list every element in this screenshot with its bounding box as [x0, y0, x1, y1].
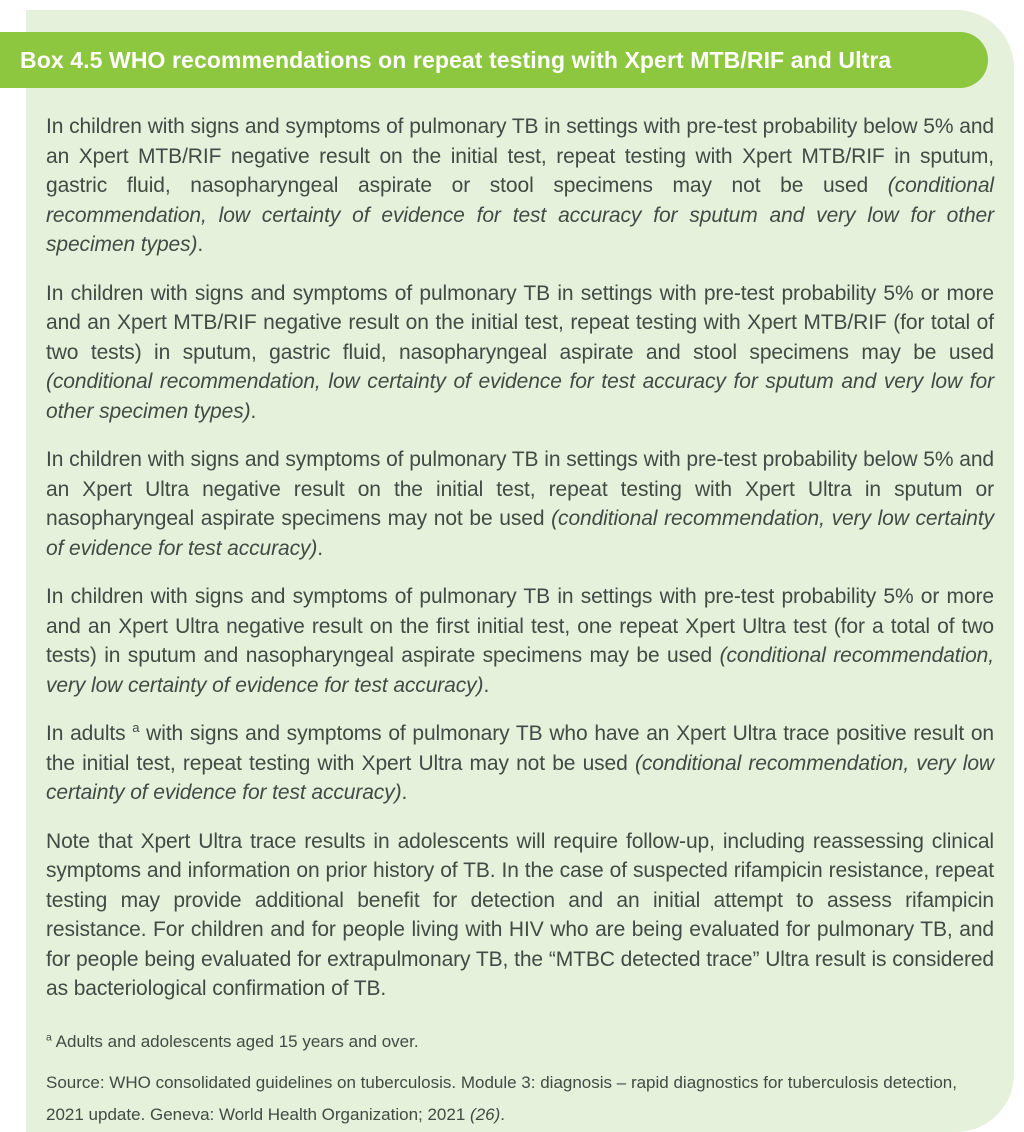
source-note: [46, 1067, 994, 1130]
paragraph: [46, 719, 994, 808]
text-run: Note that Xpert Ultra trace results in adolescents will require follow-up, including reassessing clinical symptoms and information on prior history of TB. In the case of suspected rifampicin resistance, repeat testing may provide additional benefit for detection and an initial attempt to assess rifampicin resistance. For children and for people living with HIV who are being evaluated for pulmonary TB, and for people being evaluated for extrapulmonary TB, the “MTBC detected trace” Ultra result is considered as bacteriological confirmation of TB.: [46, 829, 994, 1000]
text-run: In children with signs and symptoms of pulmonary TB in settings with pre-test probability below 5% and an Xpert MTB/RIF negative result on the initial test, repeat testing with Xpert MTB/RIF in sputum, gastric fluid, nasopharyngeal aspirate or stool specimens may not be used: [46, 115, 994, 197]
text-run: with signs and symptoms of pulmonary TB who have an Xpert Ultra trace positive result on the initial test, repeat testing with Xpert Ultra may not be used: [46, 722, 994, 775]
paragraph-list: [46, 112, 994, 1004]
text-run: (conditional recommendation, very low certainty of evidence for test accuracy): [46, 751, 995, 804]
text-run: Source: WHO consolidated guidelines on tuberculosis. Module 3: diagnosis – rapid diagnostics for tuberculosis detection, 2021 update. Geneva: World Health Organization; 2021: [46, 1073, 957, 1124]
paragraph: [46, 582, 994, 700]
paragraph: [46, 445, 994, 563]
text-run: .: [500, 1104, 505, 1124]
text-run: In children with signs and symptoms of pulmonary TB in settings with pre-test probability below 5% and an Xpert Ultra negative result on the initial test, repeat testing with Xpert Ultra in sputum or nasopharyngeal aspirate specimens may not be used: [46, 448, 994, 530]
text-run: .: [317, 536, 324, 560]
text-run: (conditional recommendation, very low certainty of evidence for test accuracy): [46, 507, 994, 560]
paragraph: [46, 112, 994, 260]
text-run: (conditional recommendation, low certainty of evidence for test accuracy for sputum and very low for other specimen types): [46, 174, 994, 256]
text-run: .: [483, 673, 490, 697]
text-run: a: [46, 1030, 52, 1043]
footnote: [46, 1030, 994, 1054]
text-run: Adults and adolescents aged 15 years and over.: [51, 1031, 419, 1051]
box-header: [0, 32, 988, 88]
text-run: (conditional recommendation, low certainty of evidence for test accuracy for sputum and very low for other specimen types): [46, 370, 994, 423]
paragraph: [46, 827, 994, 1004]
text-run: In children with signs and symptoms of pulmonary TB in settings with pre-test probability 5% or more and an Xpert MTB/RIF negative result on the initial test, repeat testing with Xpert MTB/RIF (for total of two tests) in sputum, gastric fluid, nasopharyngeal aspirate and stool specimens may be used: [46, 281, 994, 364]
text-run: .: [197, 233, 204, 256]
text-run: In adults: [46, 722, 133, 745]
text-run: (26): [470, 1104, 501, 1124]
text-run: .: [401, 781, 408, 804]
text-run: .: [250, 399, 257, 423]
recommendation-box: [26, 10, 1014, 1132]
text-run: In children with signs and symptoms of pulmonary TB in settings with pre-test probability 5% or more and an Xpert Ultra negative result on the first initial test, one repeat Xpert Ultra test (for a total of two tests) in sputum and nasopharyngeal aspirate specimens may be used: [46, 585, 994, 667]
text-run: (conditional recommendation, very low certainty of evidence for test accuracy): [46, 644, 994, 697]
paragraph: [46, 279, 994, 427]
box-title: Box 4.5 WHO recommendations on repeat testing with Xpert MTB/RIF and Ultra: [20, 46, 892, 73]
text-run: a: [132, 720, 140, 735]
